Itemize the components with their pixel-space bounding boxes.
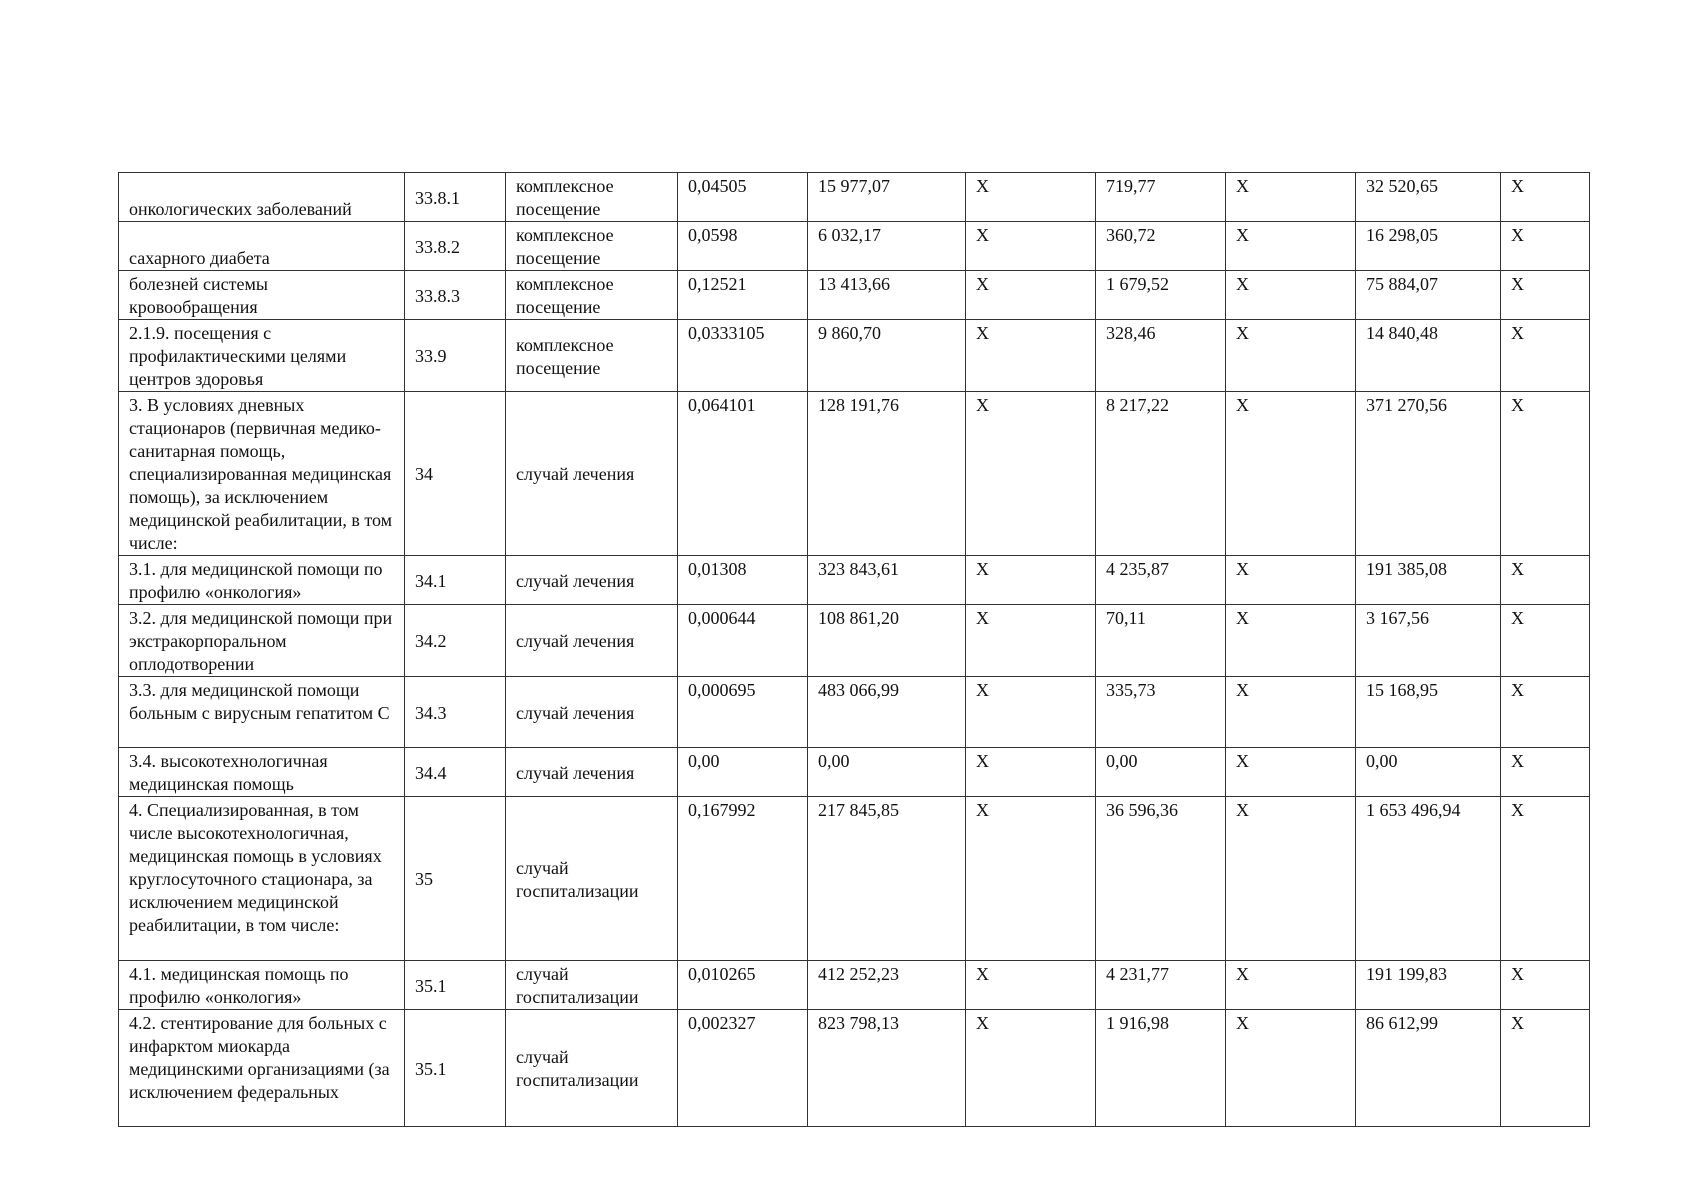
row-unit: случай лечения bbox=[506, 392, 678, 556]
row-code: 34.2 bbox=[405, 605, 506, 677]
table-row bbox=[119, 320, 1590, 392]
row-value: 0,0598 bbox=[678, 222, 808, 271]
row-name: 4.2. стентирование для больных с инфарктом миокарда медицинскими организациями (за исключением федеральных bbox=[119, 1010, 405, 1127]
row-value: 1 916,98 bbox=[1096, 1010, 1226, 1127]
row-unit: комплексное посещение bbox=[506, 320, 678, 392]
row-value: 483 066,99 bbox=[808, 677, 966, 748]
row-value: 14 840,48 bbox=[1356, 320, 1501, 392]
table-row bbox=[119, 392, 1590, 556]
row-value: X bbox=[1501, 748, 1590, 797]
row-unit: комплексное посещение bbox=[506, 271, 678, 320]
row-unit: случай лечения bbox=[506, 748, 678, 797]
row-code: 33.8.2 bbox=[405, 222, 506, 271]
table-body bbox=[119, 173, 1590, 1127]
row-value: 32 520,65 bbox=[1356, 173, 1501, 222]
row-value: X bbox=[966, 797, 1096, 961]
row-unit: случай госпитализации bbox=[506, 1010, 678, 1127]
row-value: 4 235,87 bbox=[1096, 556, 1226, 605]
row-value: 15 977,07 bbox=[808, 173, 966, 222]
row-value: 0,12521 bbox=[678, 271, 808, 320]
table-row bbox=[119, 748, 1590, 797]
row-value: X bbox=[1226, 222, 1356, 271]
row-value: 371 270,56 bbox=[1356, 392, 1501, 556]
row-value: X bbox=[966, 1010, 1096, 1127]
row-code: 35.1 bbox=[405, 961, 506, 1010]
row-value: 128 191,76 bbox=[808, 392, 966, 556]
row-value: 6 032,17 bbox=[808, 222, 966, 271]
row-value: X bbox=[1501, 797, 1590, 961]
table-row bbox=[119, 271, 1590, 320]
row-value: X bbox=[1226, 271, 1356, 320]
row-value: 335,73 bbox=[1096, 677, 1226, 748]
row-value: X bbox=[966, 392, 1096, 556]
row-value: 75 884,07 bbox=[1356, 271, 1501, 320]
row-value: X bbox=[1226, 961, 1356, 1010]
row-unit: случай лечения bbox=[506, 556, 678, 605]
row-value: X bbox=[1226, 173, 1356, 222]
row-value: 0,00 bbox=[1356, 748, 1501, 797]
row-value: X bbox=[1226, 556, 1356, 605]
row-value: X bbox=[1226, 392, 1356, 556]
row-value: X bbox=[966, 556, 1096, 605]
table-row bbox=[119, 222, 1590, 271]
row-value: 86 612,99 bbox=[1356, 1010, 1501, 1127]
row-value: 4 231,77 bbox=[1096, 961, 1226, 1010]
row-value: 0,00 bbox=[1096, 748, 1226, 797]
row-value: X bbox=[966, 605, 1096, 677]
row-value: 191 385,08 bbox=[1356, 556, 1501, 605]
row-value: 217 845,85 bbox=[808, 797, 966, 961]
row-value: 823 798,13 bbox=[808, 1010, 966, 1127]
row-value: 3 167,56 bbox=[1356, 605, 1501, 677]
row-value: 0,00 bbox=[678, 748, 808, 797]
row-name: онкологических заболеваний bbox=[119, 173, 405, 222]
table-row bbox=[119, 797, 1590, 961]
row-code: 34.4 bbox=[405, 748, 506, 797]
row-value: 360,72 bbox=[1096, 222, 1226, 271]
row-value: X bbox=[966, 173, 1096, 222]
row-value: X bbox=[1501, 320, 1590, 392]
table-row bbox=[119, 1010, 1590, 1127]
row-code: 35.1 bbox=[405, 1010, 506, 1127]
row-value: 0,00 bbox=[808, 748, 966, 797]
row-value: X bbox=[1226, 797, 1356, 961]
row-unit: случай госпитализации bbox=[506, 797, 678, 961]
row-name: 3. В условиях дневных стационаров (первичная медико-санитарная помощь, специализированная медицинская помощь), за исключением медицинской реабилитации, в том числе: bbox=[119, 392, 405, 556]
row-value: X bbox=[1501, 173, 1590, 222]
row-value: 191 199,83 bbox=[1356, 961, 1501, 1010]
row-name: 3.1. для медицинской помощи по профилю «онкология» bbox=[119, 556, 405, 605]
row-value: X bbox=[1501, 677, 1590, 748]
row-value: 719,77 bbox=[1096, 173, 1226, 222]
row-value: 0,010265 bbox=[678, 961, 808, 1010]
row-value: X bbox=[966, 961, 1096, 1010]
row-name: болезней системы кровообращения bbox=[119, 271, 405, 320]
row-value: X bbox=[1501, 961, 1590, 1010]
row-value: X bbox=[1501, 556, 1590, 605]
row-unit: случай лечения bbox=[506, 677, 678, 748]
row-value: 412 252,23 bbox=[808, 961, 966, 1010]
row-value: X bbox=[1226, 677, 1356, 748]
row-value: X bbox=[966, 222, 1096, 271]
row-unit: комплексное посещение bbox=[506, 222, 678, 271]
row-value: 328,46 bbox=[1096, 320, 1226, 392]
row-value: 0,064101 bbox=[678, 392, 808, 556]
row-value: 13 413,66 bbox=[808, 271, 966, 320]
row-name: 2.1.9. посещения с профилактическими целями центров здоровья bbox=[119, 320, 405, 392]
table-row bbox=[119, 556, 1590, 605]
row-value: X bbox=[966, 748, 1096, 797]
tariff-table bbox=[118, 172, 1590, 1127]
row-value: 16 298,05 bbox=[1356, 222, 1501, 271]
row-code: 33.9 bbox=[405, 320, 506, 392]
row-name: 4. Специализированная, в том числе высокотехнологичная, медицинская помощь в условиях круглосуточного стационара, за исключением медицинской реабилитации, в том числе: bbox=[119, 797, 405, 961]
row-name: сахарного диабета bbox=[119, 222, 405, 271]
row-value: 15 168,95 bbox=[1356, 677, 1501, 748]
row-value: 108 861,20 bbox=[808, 605, 966, 677]
row-name: 3.3. для медицинской помощи больным с вирусным гепатитом С bbox=[119, 677, 405, 748]
row-value: 0,000695 bbox=[678, 677, 808, 748]
row-unit: случай лечения bbox=[506, 605, 678, 677]
row-value: X bbox=[1226, 605, 1356, 677]
row-value: X bbox=[1226, 1010, 1356, 1127]
row-value: 8 217,22 bbox=[1096, 392, 1226, 556]
row-code: 34 bbox=[405, 392, 506, 556]
row-value: 9 860,70 bbox=[808, 320, 966, 392]
row-value: 323 843,61 bbox=[808, 556, 966, 605]
row-value: 1 679,52 bbox=[1096, 271, 1226, 320]
row-code: 33.8.3 bbox=[405, 271, 506, 320]
row-value: X bbox=[966, 271, 1096, 320]
row-value: X bbox=[1501, 271, 1590, 320]
row-unit: случай госпитализации bbox=[506, 961, 678, 1010]
row-value: 36 596,36 bbox=[1096, 797, 1226, 961]
row-value: X bbox=[1501, 605, 1590, 677]
row-code: 33.8.1 bbox=[405, 173, 506, 222]
row-value: X bbox=[966, 320, 1096, 392]
row-name: 4.1. медицинская помощь по профилю «онкология» bbox=[119, 961, 405, 1010]
row-value: X bbox=[1501, 392, 1590, 556]
row-value: 70,11 bbox=[1096, 605, 1226, 677]
row-value: 0,04505 bbox=[678, 173, 808, 222]
row-code: 34.1 bbox=[405, 556, 506, 605]
row-value: 0,01308 bbox=[678, 556, 808, 605]
row-value: X bbox=[1501, 1010, 1590, 1127]
row-value: 0,000644 bbox=[678, 605, 808, 677]
row-code: 35 bbox=[405, 797, 506, 961]
row-value: 1 653 496,94 bbox=[1356, 797, 1501, 961]
row-value: 0,167992 bbox=[678, 797, 808, 961]
table-row bbox=[119, 961, 1590, 1010]
row-value: X bbox=[1226, 320, 1356, 392]
table-row bbox=[119, 605, 1590, 677]
row-value: 0,0333105 bbox=[678, 320, 808, 392]
row-value: X bbox=[966, 677, 1096, 748]
row-unit: комплексное посещение bbox=[506, 173, 678, 222]
row-value: 0,002327 bbox=[678, 1010, 808, 1127]
row-value: X bbox=[1501, 222, 1590, 271]
table-row bbox=[119, 677, 1590, 748]
table-row bbox=[119, 173, 1590, 222]
row-value: X bbox=[1226, 748, 1356, 797]
row-name: 3.4. высокотехнологичная медицинская помощь bbox=[119, 748, 405, 797]
row-code: 34.3 bbox=[405, 677, 506, 748]
row-name: 3.2. для медицинской помощи при экстракорпоральном оплодотворении bbox=[119, 605, 405, 677]
